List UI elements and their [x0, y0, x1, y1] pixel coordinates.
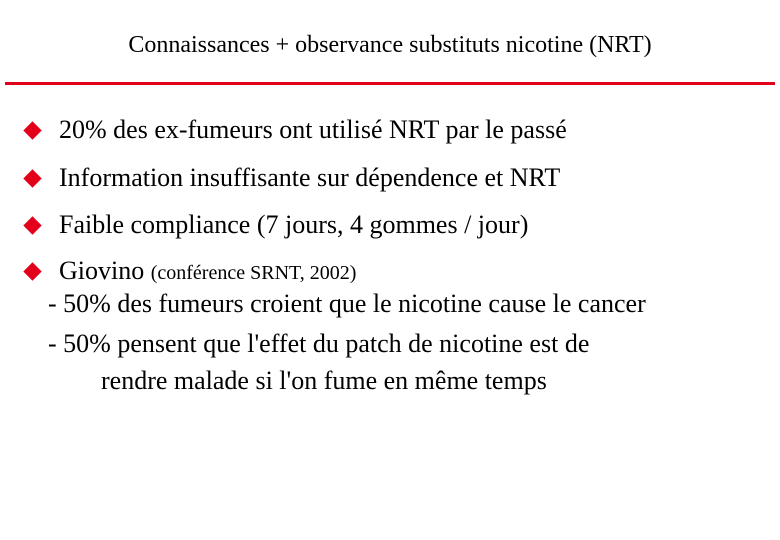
bullet-text: Faible compliance (7 jours, 4 gommes / jour)	[59, 210, 529, 239]
bullet-text: 20% des ex-fumeurs ont utilisé NRT par le passé	[59, 115, 567, 144]
bullet-text: Giovino	[59, 256, 145, 285]
diamond-bullet-icon	[23, 262, 41, 280]
title-underline-rule	[5, 82, 775, 85]
sub-line: rendre malade si l'on fume en même temps	[101, 366, 547, 395]
sub-line: - 50% pensent que l'effet du patch de nicotine est de	[48, 329, 590, 358]
diamond-bullet-icon	[23, 121, 41, 139]
diamond-bullet-icon	[23, 216, 41, 234]
diamond-bullet-icon	[23, 169, 41, 187]
bullet-text: Information insuffisante sur dépendence et NRT	[59, 163, 561, 192]
sub-line: - 50% des fumeurs croient que le nicotine cause le cancer	[48, 289, 646, 318]
bullet-note: (conférence SRNT, 2002)	[150, 262, 357, 284]
bullet-text-with-note	[59, 256, 356, 288]
slide-title: Connaissances + observance substituts nicotine (NRT)	[128, 32, 652, 58]
